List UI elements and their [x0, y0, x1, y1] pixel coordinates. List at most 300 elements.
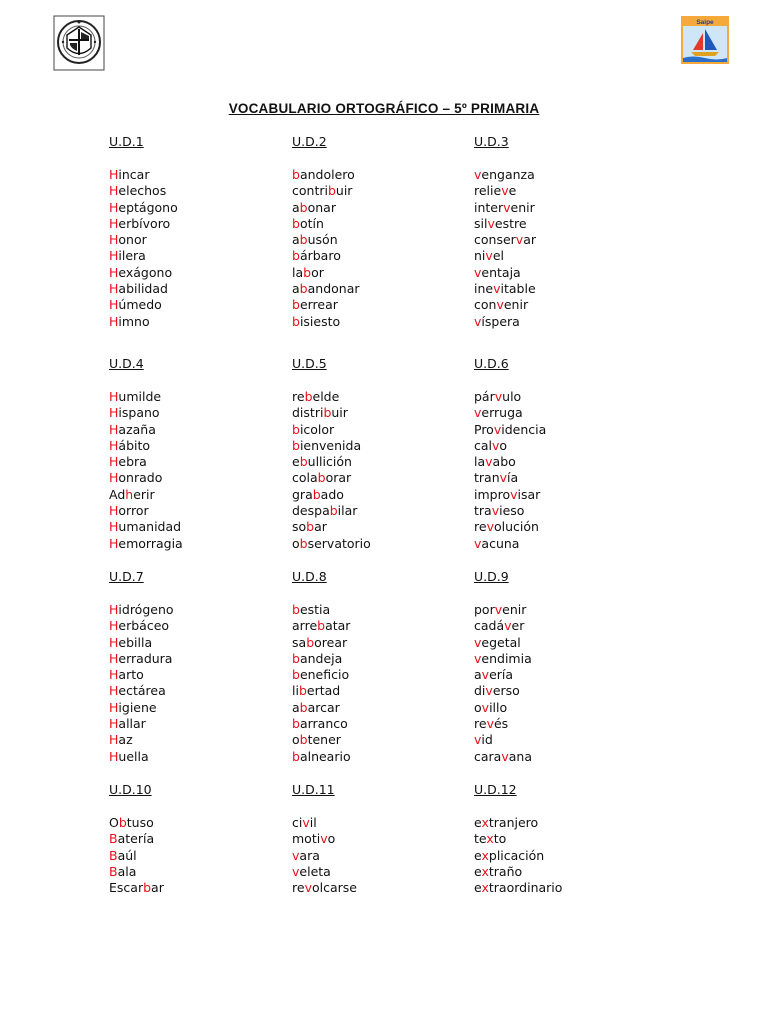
vocabulary-word: [474, 422, 546, 438]
vocabulary-word: [292, 848, 357, 864]
saipe-logo: [681, 16, 729, 64]
vocabulary-word: [109, 536, 183, 552]
highlighted-letter: v: [474, 264, 482, 280]
word-suffix: onrado: [118, 470, 163, 486]
word-prefix: relie: [474, 183, 502, 199]
word-list: [474, 167, 536, 330]
highlighted-letter: v: [304, 880, 312, 896]
vocabulary-word: [474, 732, 532, 748]
vocabulary-word: [292, 487, 371, 503]
highlighted-letter: b: [306, 634, 315, 650]
highlighted-letter: b: [323, 405, 332, 421]
word-suffix: tener: [307, 732, 341, 748]
highlighted-letter: H: [109, 421, 119, 437]
highlighted-letter: b: [292, 650, 300, 666]
word-prefix: te: [474, 831, 487, 847]
vocabulary-word: [292, 200, 360, 216]
unit-header: U.D.7: [109, 569, 144, 584]
word-suffix: enir: [503, 297, 529, 313]
word-suffix: emorragia: [118, 535, 183, 551]
word-prefix: sil: [474, 215, 488, 231]
word-suffix: erradura: [118, 650, 173, 666]
word-suffix: úmedo: [118, 297, 162, 313]
highlighted-letter: h: [125, 486, 134, 502]
word-suffix: incar: [118, 167, 150, 182]
word-suffix: e: [508, 183, 517, 199]
word-suffix: ertad: [306, 683, 341, 699]
vocabulary-word: [109, 667, 174, 683]
word-suffix: enir: [502, 602, 527, 617]
vocabulary-word: [474, 815, 562, 831]
word-suffix: ebra: [118, 454, 147, 470]
highlighted-letter: b: [299, 732, 308, 748]
word-prefix: e: [474, 880, 482, 896]
word-prefix: inter: [474, 199, 504, 215]
word-prefix: distri: [292, 405, 324, 421]
highlighted-letter: v: [474, 313, 482, 329]
word-prefix: ine: [474, 281, 494, 297]
word-suffix: acuna: [481, 535, 520, 551]
vocabulary-word: [474, 536, 546, 552]
vocabulary-word: [109, 314, 178, 330]
highlighted-letter: x: [481, 847, 489, 863]
word-list: [292, 602, 351, 765]
vocabulary-word: [474, 183, 536, 199]
word-prefix: re: [474, 519, 487, 535]
vocabulary-word: [292, 519, 371, 535]
vocabulary-word: [474, 454, 546, 470]
word-prefix: a: [474, 667, 482, 683]
vocabulary-word: [109, 602, 174, 618]
word-prefix: conser: [474, 232, 516, 248]
word-suffix: igiene: [118, 699, 157, 715]
word-prefix: impro: [474, 486, 511, 502]
word-suffix: andeja: [299, 650, 343, 666]
vocabulary-word: [474, 405, 546, 421]
word-prefix: por: [474, 602, 495, 617]
highlighted-letter: x: [481, 880, 489, 896]
word-suffix: el: [492, 248, 504, 264]
word-suffix: ana: [508, 748, 532, 764]
word-prefix: ni: [474, 248, 486, 264]
highlighted-letter: H: [109, 650, 119, 666]
word-suffix: enir: [510, 199, 535, 215]
word-suffix: ería: [489, 667, 514, 683]
vocabulary-word: [474, 667, 532, 683]
vocabulary-word: [292, 167, 360, 183]
vocabulary-word: [292, 314, 360, 330]
highlighted-letter: H: [109, 699, 119, 715]
vocabulary-word: [292, 651, 351, 667]
vocabulary-word: [292, 880, 357, 896]
vocabulary-word: [109, 880, 164, 896]
highlighted-letter: v: [486, 519, 494, 535]
vocabulary-word: [109, 519, 183, 535]
unit-header: U.D.9: [474, 569, 509, 584]
vocabulary-word: [292, 536, 371, 552]
highlighted-letter: B: [109, 863, 118, 879]
word-suffix: endimia: [481, 650, 532, 666]
word-suffix: árbaro: [299, 248, 341, 264]
highlighted-letter: b: [118, 815, 127, 830]
highlighted-letter: H: [109, 167, 119, 182]
word-prefix: arre: [292, 618, 318, 634]
word-suffix: plicación: [488, 847, 545, 863]
word-suffix: elechos: [118, 183, 167, 199]
vocabulary-word: [109, 716, 174, 732]
word-prefix: a: [292, 281, 300, 297]
highlighted-letter: v: [494, 389, 503, 404]
vocabulary-word: [292, 281, 360, 297]
highlighted-letter: b: [327, 183, 336, 199]
word-suffix: errear: [299, 297, 338, 313]
word-prefix: contri: [292, 183, 328, 199]
unit-header: U.D.11: [292, 782, 335, 797]
word-prefix: con: [474, 297, 497, 313]
vocabulary-word: [474, 618, 532, 634]
word-suffix: il: [309, 815, 317, 830]
word-suffix: ebilla: [118, 634, 153, 650]
vocabulary-word: [109, 700, 174, 716]
highlighted-letter: b: [299, 281, 308, 297]
word-suffix: otín: [299, 215, 324, 231]
vocabulary-word: [109, 438, 183, 454]
vocabulary-word: [109, 232, 178, 248]
highlighted-letter: v: [501, 748, 509, 764]
word-prefix: Pro: [474, 421, 494, 437]
word-suffix: ala: [117, 863, 137, 879]
vocabulary-word: [474, 438, 546, 454]
highlighted-letter: v: [501, 183, 509, 199]
vocabulary-word: [474, 232, 536, 248]
vocabulary-word: [292, 618, 351, 634]
word-prefix: la: [474, 454, 486, 470]
word-suffix: or: [311, 264, 324, 280]
word-suffix: itable: [500, 281, 536, 297]
word-suffix: imno: [118, 313, 150, 329]
highlighted-letter: H: [109, 634, 119, 650]
highlighted-letter: H: [109, 748, 119, 764]
highlighted-letter: H: [109, 297, 119, 313]
word-suffix: ilar: [337, 503, 358, 519]
word-suffix: onar: [307, 199, 336, 215]
vocabulary-word: [292, 216, 360, 232]
word-suffix: abilidad: [118, 281, 168, 297]
highlighted-letter: H: [109, 667, 119, 683]
word-suffix: egetal: [481, 634, 521, 650]
vocabulary-word: [109, 167, 178, 183]
word-suffix: umanidad: [118, 519, 182, 535]
highlighted-letter: v: [292, 847, 300, 863]
highlighted-letter: b: [292, 167, 300, 182]
word-prefix: cadá: [474, 618, 505, 634]
word-suffix: andolero: [299, 167, 355, 182]
highlighted-letter: H: [109, 535, 119, 551]
word-suffix: ectárea: [118, 683, 166, 699]
word-prefix: ci: [292, 815, 303, 830]
word-suffix: alneario: [299, 748, 351, 764]
highlighted-letter: v: [481, 667, 490, 683]
vocabulary-word: [474, 864, 562, 880]
sailboat-icon: [681, 16, 729, 64]
word-suffix: enganza: [481, 167, 535, 182]
vocabulary-word: [474, 848, 562, 864]
highlighted-letter: b: [303, 264, 312, 280]
word-suffix: orear: [314, 634, 348, 650]
word-prefix: di: [474, 683, 486, 699]
highlighted-letter: v: [515, 232, 524, 248]
highlighted-letter: x: [481, 863, 489, 879]
highlighted-letter: H: [109, 405, 119, 421]
vocabulary-word: [474, 200, 536, 216]
word-prefix: o: [292, 535, 300, 551]
highlighted-letter: v: [474, 732, 482, 748]
vocabulary-word: [109, 732, 174, 748]
word-suffix: allar: [118, 716, 146, 732]
word-prefix: moti: [292, 831, 321, 847]
word-suffix: idencia: [501, 421, 547, 437]
vocabulary-word: [292, 389, 371, 405]
word-prefix: e: [474, 863, 482, 879]
word-prefix: cola: [292, 470, 318, 486]
highlighted-letter: b: [329, 503, 338, 519]
vocabulary-word: [292, 438, 371, 454]
highlighted-letter: b: [306, 519, 315, 535]
vocabulary-word: [474, 651, 532, 667]
word-suffix: idrógeno: [118, 602, 174, 617]
highlighted-letter: v: [485, 248, 493, 264]
highlighted-letter: b: [299, 535, 308, 551]
word-suffix: tranjero: [488, 815, 539, 830]
highlighted-letter: H: [109, 470, 119, 486]
vocabulary-word: [292, 683, 351, 699]
vocabulary-word: [292, 667, 351, 683]
word-prefix: e: [474, 847, 482, 863]
word-suffix: ía: [507, 470, 519, 486]
highlighted-letter: v: [486, 716, 494, 732]
highlighted-letter: H: [109, 313, 119, 329]
word-suffix: ar: [314, 519, 327, 535]
highlighted-letter: b: [292, 667, 300, 683]
word-list: [109, 602, 174, 765]
vocabulary-word: [474, 831, 562, 847]
word-prefix: a: [292, 232, 300, 248]
word-suffix: icolor: [299, 421, 335, 437]
highlighted-letter: v: [485, 683, 493, 699]
word-prefix: o: [474, 699, 482, 715]
word-suffix: to: [493, 831, 507, 847]
word-suffix: o: [499, 437, 508, 453]
word-suffix: orror: [118, 503, 149, 519]
highlighted-letter: b: [292, 248, 300, 264]
vocabulary-word: [109, 749, 174, 765]
word-suffix: ilera: [118, 248, 146, 264]
highlighted-letter: v: [474, 634, 482, 650]
word-suffix: umilde: [118, 389, 162, 404]
highlighted-letter: H: [109, 519, 119, 535]
highlighted-letter: H: [109, 232, 119, 248]
highlighted-letter: v: [499, 470, 508, 486]
highlighted-letter: H: [109, 454, 119, 470]
word-suffix: estre: [494, 215, 527, 231]
vocabulary-word: [109, 635, 174, 651]
word-suffix: uir: [331, 405, 348, 421]
highlighted-letter: H: [109, 281, 119, 297]
word-suffix: ar: [523, 232, 537, 248]
word-suffix: erruga: [481, 405, 523, 421]
highlighted-letter: B: [109, 831, 118, 847]
highlighted-letter: H: [109, 437, 119, 453]
word-suffix: ábito: [118, 437, 151, 453]
highlighted-letter: H: [109, 716, 119, 732]
word-suffix: és: [493, 716, 509, 732]
vocabulary-word: [474, 635, 532, 651]
highlighted-letter: b: [299, 454, 308, 470]
vocabulary-word: [292, 635, 351, 651]
vocabulary-word: [292, 405, 371, 421]
highlighted-letter: v: [474, 167, 482, 182]
word-suffix: ieso: [499, 503, 525, 519]
vocabulary-word: [109, 389, 183, 405]
vocabulary-word: [474, 487, 546, 503]
highlighted-letter: H: [109, 215, 119, 231]
word-suffix: ullición: [307, 454, 352, 470]
word-suffix: onor: [118, 232, 147, 248]
unit-header: U.D.3: [474, 134, 509, 149]
highlighted-letter: H: [109, 503, 119, 519]
word-suffix: isar: [517, 486, 541, 502]
word-suffix: uir: [335, 183, 353, 199]
highlighted-letter: v: [474, 650, 482, 666]
word-suffix: ienvenida: [299, 437, 362, 453]
vocabulary-word: [109, 216, 178, 232]
word-suffix: azaña: [118, 421, 156, 437]
word-suffix: entaja: [481, 264, 521, 280]
highlighted-letter: b: [299, 699, 308, 715]
word-prefix: la: [292, 264, 304, 280]
highlighted-letter: v: [503, 199, 511, 215]
word-suffix: olcarse: [311, 880, 357, 896]
vocabulary-word: [474, 281, 536, 297]
word-list: [474, 602, 532, 765]
highlighted-letter: H: [109, 183, 119, 199]
word-suffix: ar: [151, 880, 164, 896]
word-prefix: O: [109, 815, 119, 830]
word-prefix: cal: [474, 437, 493, 453]
word-prefix: pár: [474, 389, 495, 404]
word-prefix: gra: [292, 486, 313, 502]
word-suffix: íspera: [481, 313, 520, 329]
vocabulary-word: [292, 248, 360, 264]
vocabulary-word: [292, 503, 371, 519]
highlighted-letter: b: [299, 232, 308, 248]
word-list: [474, 815, 562, 896]
highlighted-letter: b: [143, 880, 152, 896]
vocabulary-word: [109, 815, 164, 831]
highlighted-letter: v: [510, 486, 518, 502]
highlighted-letter: v: [302, 815, 310, 830]
highlighted-letter: H: [109, 683, 119, 699]
vocabulary-word: [109, 297, 178, 313]
vocabulary-word: [292, 454, 371, 470]
word-suffix: eneficio: [299, 667, 350, 683]
word-suffix: traño: [488, 863, 523, 879]
highlighted-letter: b: [292, 716, 300, 732]
unit-header: U.D.5: [292, 356, 327, 371]
highlighted-letter: b: [292, 748, 300, 764]
word-suffix: o: [327, 831, 336, 847]
word-suffix: eleta: [299, 863, 331, 879]
highlighted-letter: b: [317, 618, 326, 634]
vocabulary-word: [474, 700, 532, 716]
word-prefix: Ad: [109, 486, 126, 502]
word-prefix: a: [292, 699, 300, 715]
word-suffix: id: [481, 732, 493, 748]
word-suffix: illo: [489, 699, 508, 715]
word-prefix: Escar: [109, 880, 144, 896]
vocabulary-word: [109, 281, 178, 297]
word-prefix: e: [474, 815, 482, 830]
highlighted-letter: b: [292, 421, 300, 437]
word-suffix: uella: [118, 748, 149, 764]
unit-header: U.D.4: [109, 356, 144, 371]
highlighted-letter: b: [304, 389, 313, 404]
vocabulary-word: [292, 265, 360, 281]
highlighted-letter: v: [496, 297, 504, 313]
highlighted-letter: v: [487, 215, 495, 231]
highlighted-letter: H: [109, 199, 119, 215]
word-prefix: tran: [474, 470, 500, 486]
vocabulary-word: [474, 297, 536, 313]
highlighted-letter: v: [493, 421, 502, 437]
vocabulary-word: [109, 454, 183, 470]
unit-header: U.D.8: [292, 569, 327, 584]
word-suffix: az: [118, 732, 133, 748]
unit-header: U.D.6: [474, 356, 509, 371]
word-prefix: cara: [474, 748, 502, 764]
word-suffix: ulo: [502, 389, 522, 404]
word-suffix: olución: [493, 519, 539, 535]
word-suffix: atar: [325, 618, 351, 634]
vocabulary-word: [474, 216, 536, 232]
word-suffix: aúl: [117, 847, 137, 863]
vocabulary-word: [109, 651, 174, 667]
word-suffix: erbívoro: [118, 215, 171, 231]
vocabulary-word: [292, 749, 351, 765]
highlighted-letter: v: [474, 405, 482, 421]
vocabulary-word: [292, 232, 360, 248]
highlighted-letter: H: [109, 602, 119, 617]
highlighted-letter: v: [491, 503, 500, 519]
word-list: [474, 389, 546, 552]
word-prefix: o: [292, 732, 300, 748]
vocabulary-word: [109, 200, 178, 216]
highlighted-letter: x: [486, 831, 494, 847]
vocabulary-word: [109, 831, 164, 847]
word-suffix: traordinario: [488, 880, 563, 896]
highlighted-letter: v: [474, 535, 482, 551]
unit-header: U.D.12: [474, 782, 517, 797]
word-list: [109, 167, 178, 330]
highlighted-letter: x: [481, 815, 489, 830]
word-prefix: e: [292, 454, 300, 470]
highlighted-letter: b: [299, 199, 308, 215]
highlighted-letter: H: [109, 389, 119, 404]
word-suffix: isiesto: [299, 313, 341, 329]
word-suffix: er: [511, 618, 525, 634]
unit-header: U.D.2: [292, 134, 327, 149]
word-list: [292, 815, 357, 896]
